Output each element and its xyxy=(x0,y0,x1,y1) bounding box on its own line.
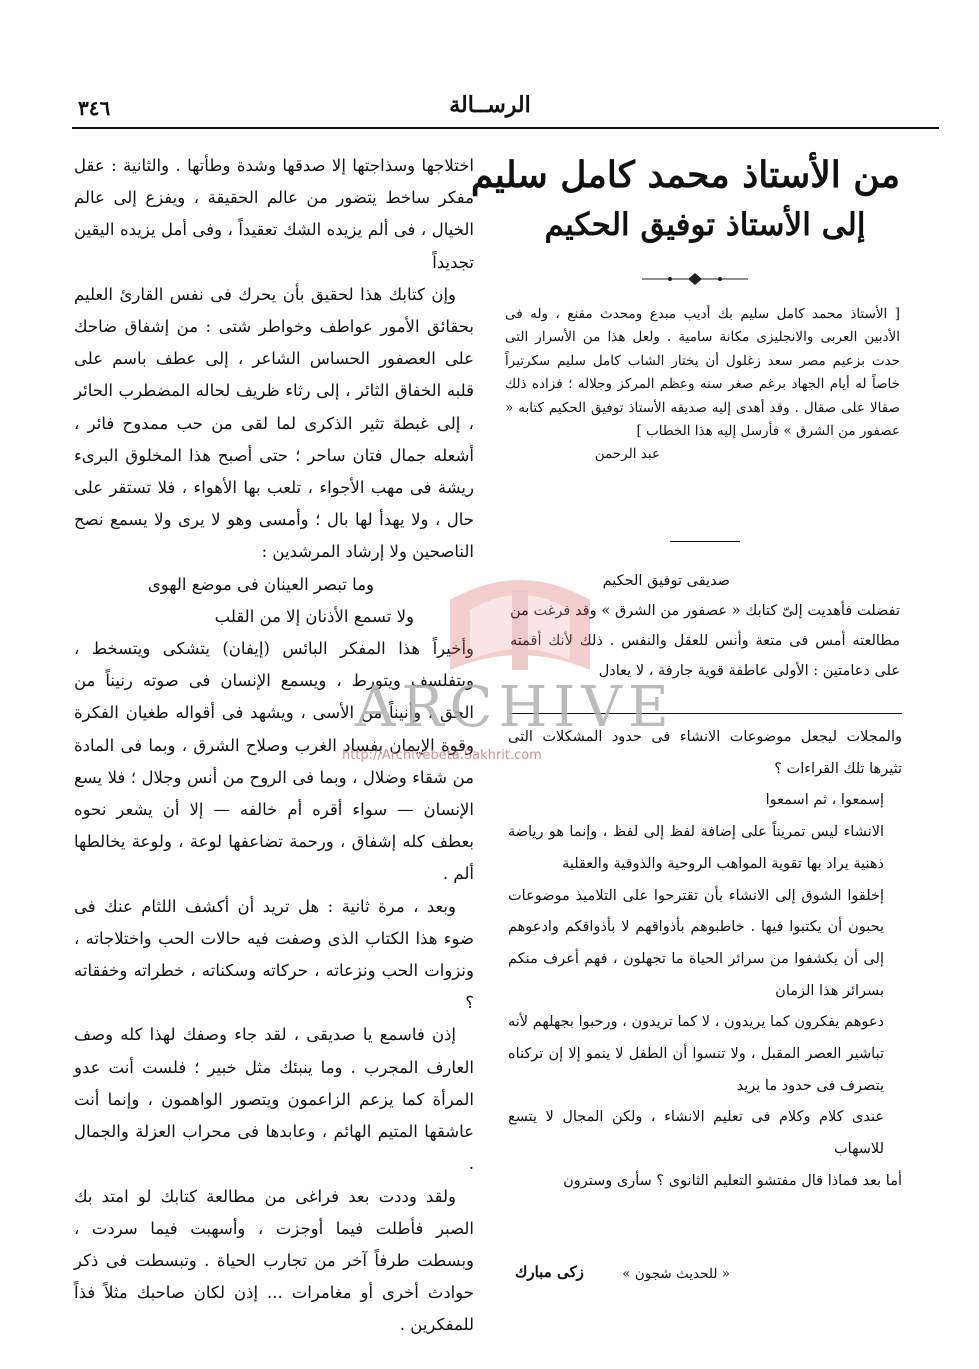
ornament-divider xyxy=(640,272,750,286)
source-note: « للحديث شجون » xyxy=(622,1266,730,1282)
author-name: زكى مبارك xyxy=(515,1263,584,1281)
body-paragraph: إذن فاسمع يا صديقى ، لقد جاء وصفك لهذا كله وصف العارف المجرب . وما ينبئك مثل خبير ؛ فلست أنت عدو المرأة كما يزعم الزاعمون ويتصور الواهمون ، وإنما أنت عاشقها المتيم الهائم ، وعابدها فى محراب العزلة والجمال . xyxy=(74,1025,474,1174)
magazine-title: الرســالة xyxy=(449,92,531,118)
letter-opening xyxy=(510,566,900,686)
letter-first-paragraph: تفضلت فأهديت إلىّ كتابك « عصفور من الشرق » وقد فرغت من مطالعته أمس فى متعة وأنس للعقل والنفس . ذلك لأنك أقمته على دعامتين : الأولى عاطفة قوية جارفة ، لا يعادل xyxy=(510,603,900,679)
other-article xyxy=(508,722,902,1198)
header-divider xyxy=(72,127,939,129)
ornament-icon xyxy=(640,272,750,286)
title-line-1: من الأستاذ محمد كامل سليم xyxy=(470,154,900,196)
article-title xyxy=(470,150,900,250)
verse-line-1: وما تبصر العينان فى موضع الهوى xyxy=(147,574,374,594)
other-paragraph: إسمعوا ، ثم اسمعوا xyxy=(765,792,884,809)
letter-greeting: صديقى توفيق الحكيم xyxy=(602,573,730,589)
intro-signature: عبد الرحمن xyxy=(594,446,660,463)
other-paragraph: عندى كلام وكلام فى تعليم الانشاء ، ولكن المجال لا يتسع للاسهاب xyxy=(508,1109,884,1158)
other-paragraph: إخلقوا الشوق إلى الانشاء بأن تقترحوا على التلاميذ موضوعات يحبون أن يكتبوا فيها . خاطبوهم بأذواقهم لا بأذواقكم وادعوهم إلى أن يكشفوا من سرائر الحياة ما تجهلون ، فهم أعرف منكم بسرائر هذا الزمان xyxy=(508,887,884,999)
article-intro xyxy=(505,303,900,467)
other-paragraph: والمجلات ليجعل موضوعات الانشاء فى حدود المشكلات التى تثيرها تلك القراءات ؟ xyxy=(508,729,902,777)
body-paragraph: ولقد وددت بعد فراغى من مطالعة كتابك لو امتد بك الصبر فأطلت فيما أوجزت ، وأسهبت فيما سردت ، وبسطت طرفاً آخر من تجارب الحياة . وتبسطت فى ذكر حوادث أخرى أو مغامرات ... إذن لكان صاحبك مثلاً فذاً للمفكرين . xyxy=(74,1186,474,1335)
watermark-text: ARCHIVE xyxy=(355,675,675,740)
title-line-2: إلى الأستاذ توفيق الحكيم xyxy=(544,207,866,243)
other-paragraph: الانشاء ليس تمريناً على إضافة لفظ إلى لفظ ، وإنما هو رياضة ذهنية يراد بها تقوية المواهب الروحية والذوقية والعقلية xyxy=(508,824,884,872)
watermark-url: http://Archivebeta.Sakhrit.com xyxy=(342,748,542,763)
verse-line-2: ولا تسمع الأذنان إلا من القلب xyxy=(214,606,414,626)
other-paragraph: أما بعد فماذا قال مفتشو التعليم الثانوى ؟ سأرى وسترون xyxy=(563,1172,902,1189)
body-paragraph: وبعد ، مرة ثانية : هل تريد أن أكشف اللثام عنك فى ضوء هذا الكتاب الذى وصفت فيه حالات الحب واختلاجاته ، ونزوات الحب ونزعاته ، حركاته وسكناته ، خطراته وخفقاته ؟ xyxy=(74,896,474,1013)
body-paragraph: اختلاجها وسذاجتها إلا صدقها وشدة وطأتها . والثانية : عقل مفكر ساخط يتضور من عالم الحقيقة ، ويفزع إلى عالم الخيال ، فى ألم يزيده الشك تعقيداً ، وفى أمل يزيده اليقين تجديداً xyxy=(74,156,474,272)
other-paragraph: دعوهم يفكرون كما يريدون ، لا كما تريدون ، ورحبوا بجهلهم لأنه تباشير العصر المقبل ، ولا تنسوا أن الطفل لا ينمو إلا إن تركناه يتصرف فى حدود ما يريد xyxy=(508,1014,884,1094)
body-paragraph: وأخيراً هذا المفكر البائس (إيفان) يتشكى ويتسخط ، ويتفلسف ويتورط ، ويسمع الإنسان فى صوته رنيناً من الحق ، وأنيناً من الأسى ، ويشهد فى أقواله طغيان الفكرة وقوة الإيمان بفساد الغرب وصلاح الشرق ، وبما فى المادة من شقاء وضلال ، وبما فى الروح من أنس وجلال ؛ فلا يسع الإنسان — سواء أقره أم خالفه — إلا أن يشعر نحوه بعطف كله إشفاق ، ورحمة تضاعفها لوعة ، ولوعة يخالطها ألم . xyxy=(74,639,474,884)
page-number: ٣٤٦ xyxy=(78,96,111,120)
left-column xyxy=(74,150,474,1342)
intro-text: [ الأستاذ محمد كامل سليم بك أديب مبدع ومحدث مقنع ، وله فى الأدبين العربى والانجليزى مكانة سامية . ولعل هذا من الأسرار التى حدت بزعيم مصر سعد زغلول أن يختار الشاب كامل سليم سكرتيراً خاصاً له أيام الجهاد برغم صغر سنه وعظم المركز وجلاله ؛ فزاده ذلك صقالا على صقال . وقد أهدى إليه صديقه الأستاذ توفيق الحكيم كتابه « عصفور من الشرق » فأرسل إليه هذا الخطاب ] xyxy=(505,306,900,440)
short-divider xyxy=(670,541,740,542)
body-paragraph: وإن كتابك هذا لحقيق بأن يحرك فى نفس القارئ العليم بحقائق الأمور عواطف وخواطر شتى : من إشفاق ضاحك على العصفور الحساس الشاعر ، إلى عطف باسم على قلبه الخفاق الثائر ، إلى رثاء ظريف لحاله المضطرب الحائر ، إلى غبطة تثير الذكرى لما لقى من حب ممدوح فائر ، أشعله جمال فتان ساحر ؛ حتى أصبح هذا المخلوق البرىء ريشة فى مهب الأجواء ، تلعب بها الأهواء ، فلا تستقر على حال ، ولا يهدأ لها بال ؛ وأمسى وهو لا يرى ولا يسمع نصح الناصحين ولا إرشاد المرشدين : xyxy=(74,284,474,562)
